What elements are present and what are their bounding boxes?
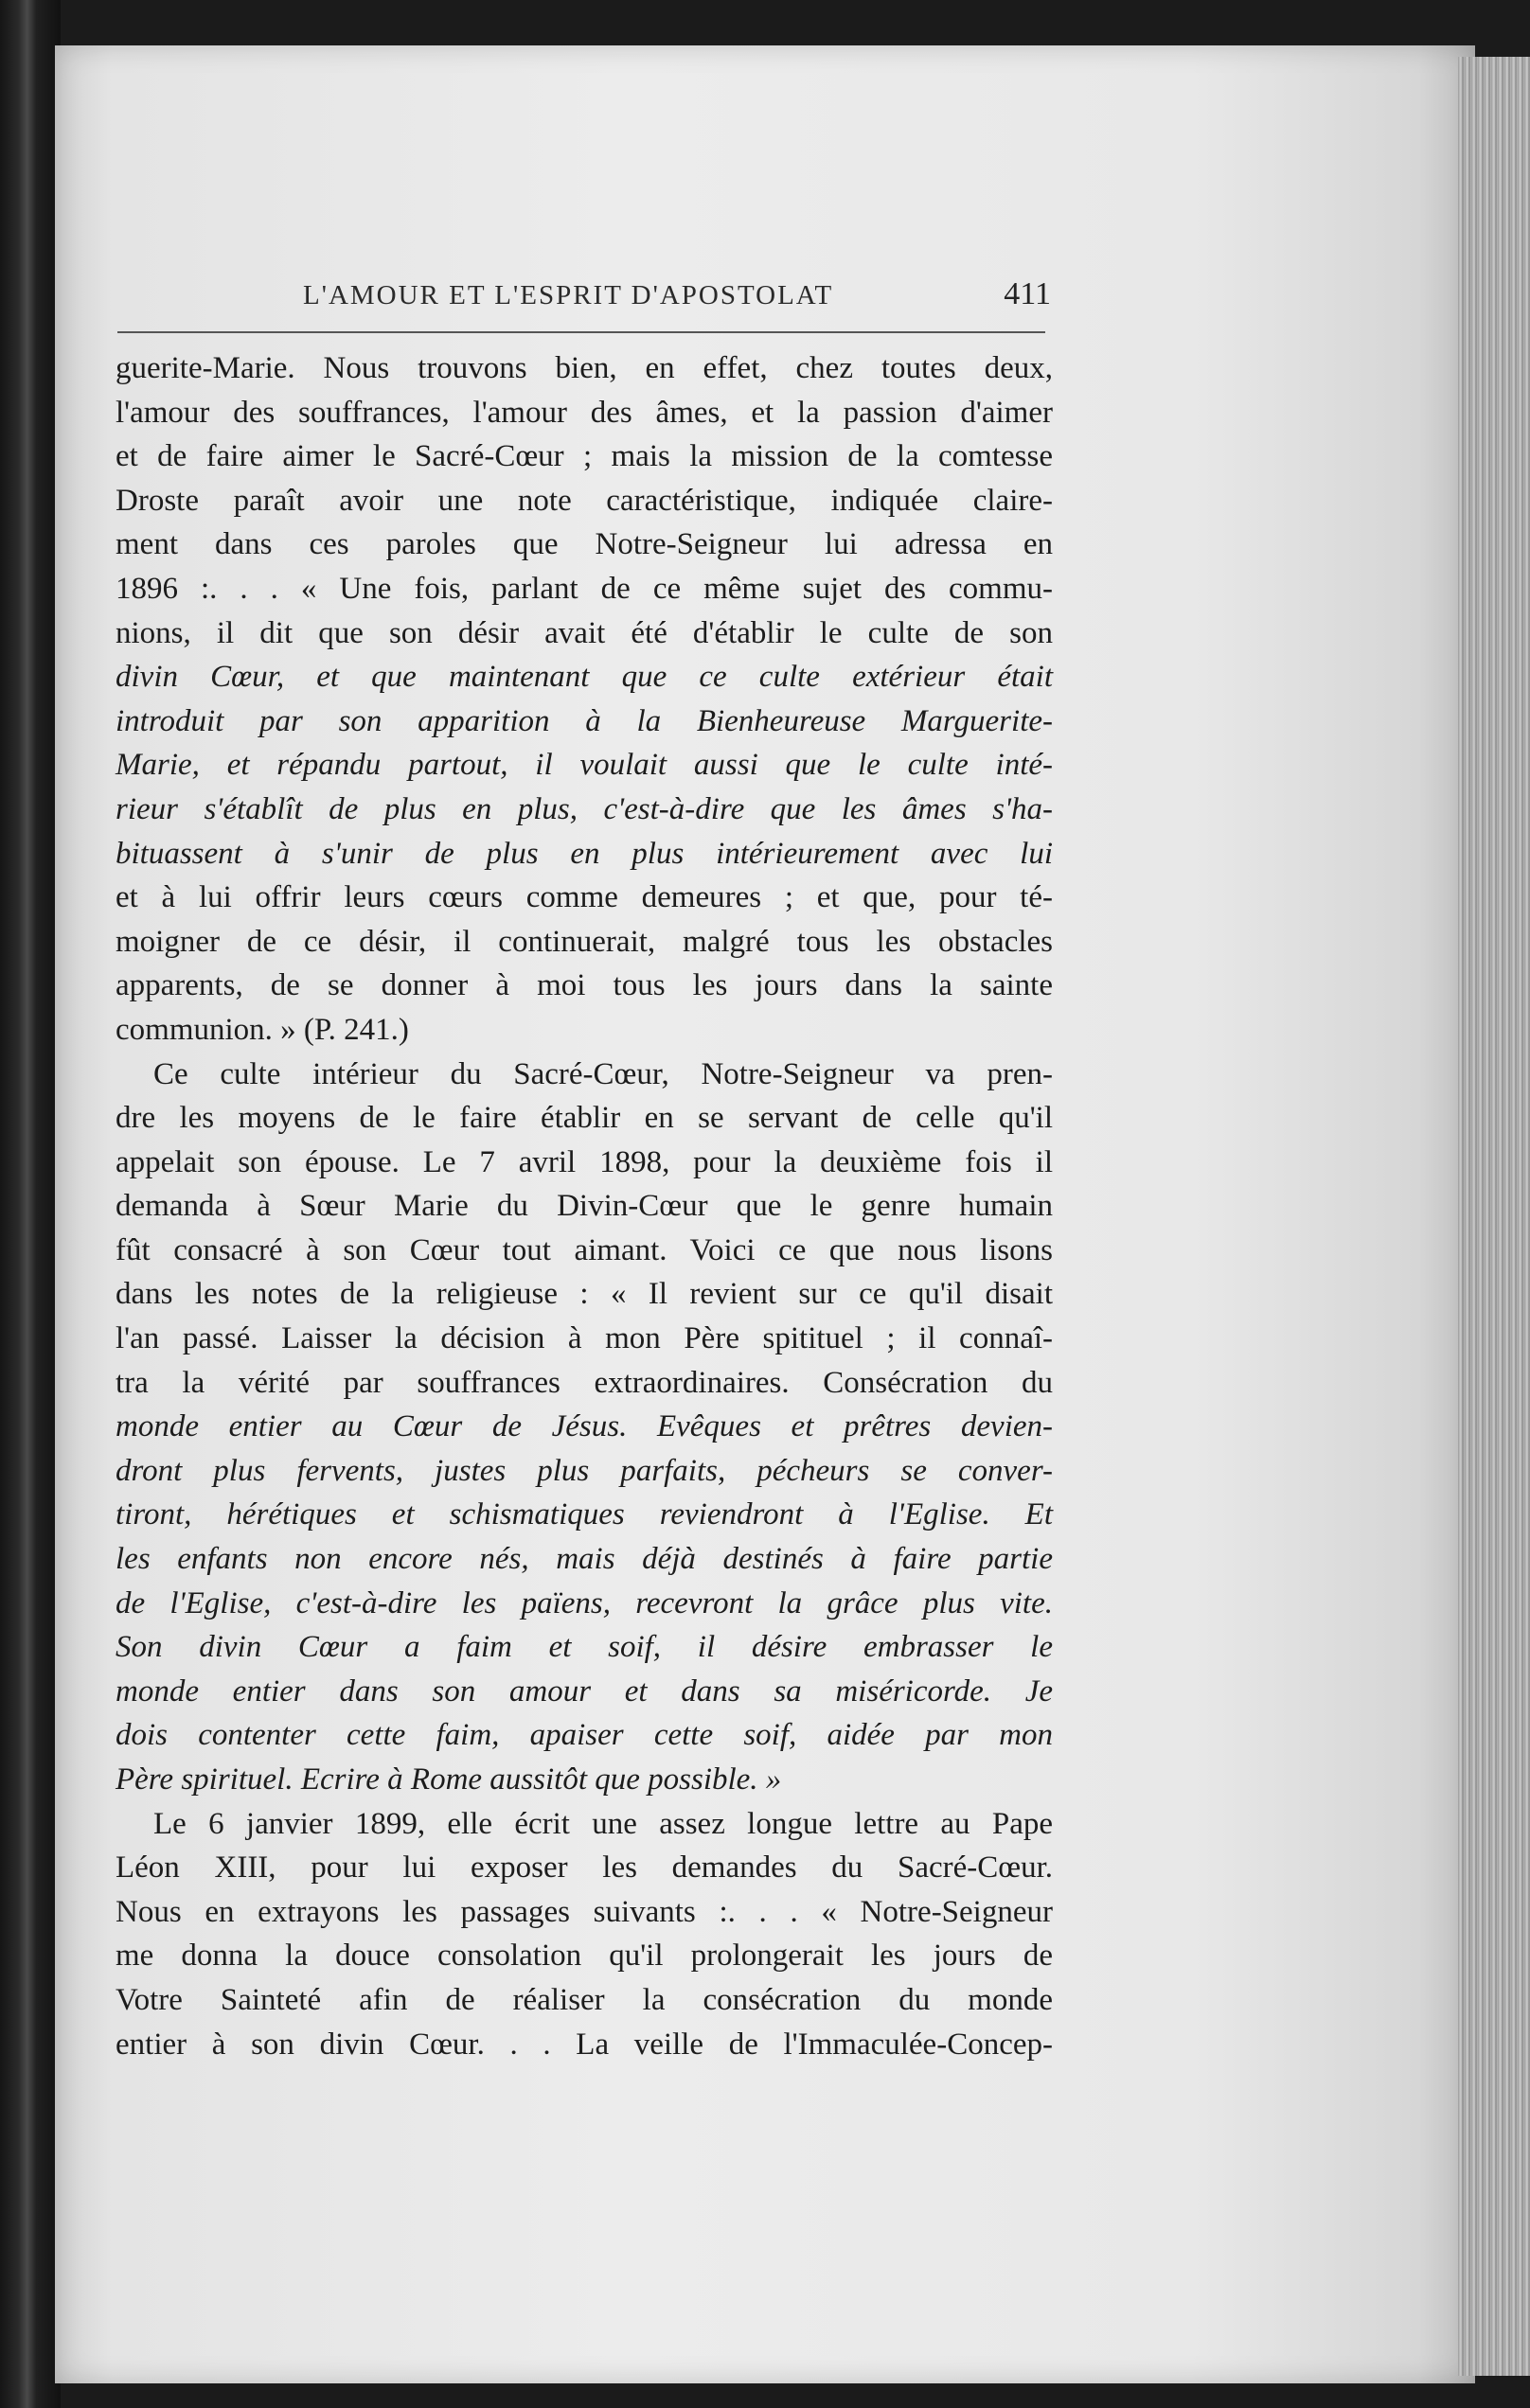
text-line: [116, 346, 1053, 391]
text-line-content: apparents, de se donner à moi tous les jours dans la sainte: [116, 968, 1053, 1003]
text-line: [116, 1317, 1053, 1361]
text-line-content: appelait son épouse. Le 7 avril 1898, pour la deuxième fois il: [116, 1144, 1053, 1179]
text-line-content: moigner de ce désir, il continuerait, malgré tous les obstacles: [116, 924, 1053, 959]
text-line: [116, 1361, 1053, 1406]
text-line: [116, 1184, 1053, 1229]
text-line-content: Ce culte intérieur du Sacré-Cœur, Notre-Seigneur va pren-: [153, 1056, 1053, 1091]
text-line: [116, 1890, 1053, 1935]
text-line-content: Nous en extrayons les passages suivants :. . . « Notre-Seigneur: [116, 1894, 1053, 1929]
text-line-content: demanda à Sœur Marie du Divin-Cœur que le genre humain: [116, 1189, 1053, 1224]
text-line-content: bituassent à s'unir de plus en plus intérieurement avec lui: [116, 836, 1053, 871]
text-line-content: entier à son divin Cœur. . . La veille de l'Immaculée-Concep-: [116, 2027, 1053, 2062]
text-line: [116, 1978, 1053, 2023]
header-rule: [117, 331, 1045, 333]
text-line-content: monde entier dans son amour et dans sa miséricorde. Je: [116, 1673, 1053, 1709]
text-line-content: tiront, hérétiques et schismatiques reviendront à l'Eglise. Et: [116, 1497, 1053, 1532]
text-line-content: monde entier au Cœur de Jésus. Evêques et prêtres devien-: [116, 1409, 1053, 1444]
text-line: [116, 567, 1053, 611]
binding-edge: [0, 0, 61, 2408]
text-line: [116, 1272, 1053, 1317]
text-line: [116, 655, 1053, 699]
text-line-content: rieur s'établît de plus en plus, c'est-à-dire que les âmes s'ha-: [116, 791, 1053, 826]
text-line-content: Votre Sainteté afin de réaliser la consécration du monde: [116, 1982, 1053, 2017]
text-line: [116, 832, 1053, 876]
text-line: [116, 1802, 1053, 1847]
text-line: [116, 1625, 1053, 1670]
text-line: [116, 788, 1053, 832]
text-line-content: dans les notes de la religieuse : « Il revient sur ce qu'il disait: [116, 1277, 1053, 1312]
page-stack-edge: [1458, 57, 1530, 2376]
text-line-content: divin Cœur, et que maintenant que ce culte extérieur était: [116, 660, 1053, 695]
text-line-content: Marie, et répandu partout, il voulait aussi que le culte inté-: [116, 748, 1053, 783]
text-line: [116, 522, 1053, 567]
text-line-content: l'amour des souffrances, l'amour des âmes, et la passion d'aimer: [116, 395, 1053, 430]
text-line: [116, 1537, 1053, 1582]
text-line-content: Le 6 janvier 1899, elle écrit une assez longue lettre au Pape: [153, 1806, 1053, 1841]
text-line: [116, 876, 1053, 920]
running-head: L'AMOUR ET L'ESPRIT D'APOSTOLAT: [303, 280, 834, 310]
text-line: [116, 391, 1053, 435]
text-line-content: les enfants non encore nés, mais déjà destinés à faire partie: [116, 1542, 1053, 1577]
text-line-content: l'an passé. Laisser la décision à mon Père spitituel ; il connaî-: [116, 1321, 1053, 1356]
text-line-content: Père spirituel. Ecrire à Rome aussitôt que possible. »: [116, 1762, 782, 1797]
text-line-content: me donna la douce consolation qu'il prolongerait les jours de: [116, 1939, 1053, 1974]
text-line-content: communion. » (P. 241.): [116, 1012, 409, 1047]
text-line: [116, 1582, 1053, 1626]
text-line-content: dois contenter cette faim, apaiser cette soif, aidée par mon: [116, 1718, 1053, 1753]
text-line: [116, 1096, 1053, 1141]
text-line: [116, 1934, 1053, 1978]
text-line: [116, 1846, 1053, 1890]
text-line: [116, 1405, 1053, 1449]
text-line-content: de l'Eglise, c'est-à-dire les païens, recevront la grâce plus vite.: [116, 1585, 1053, 1620]
body-text: [116, 346, 1053, 2066]
text-line-content: et à lui offrir leurs cœurs comme demeures ; et que, pour té-: [116, 880, 1053, 915]
text-line-content: Léon XIII, pour lui exposer les demandes du Sacré-Cœur.: [116, 1850, 1053, 1886]
text-line-content: nions, il dit que son désir avait été d'établir le culte de son: [116, 615, 1053, 650]
text-line-content: introduit par son apparition à la Bienheureuse Marguerite-: [116, 703, 1053, 738]
text-line-content: tra la vérité par souffrances extraordinaires. Consécration du: [116, 1365, 1053, 1400]
text-line: [116, 479, 1053, 523]
text-line-content: fût consacré à son Cœur tout aimant. Voici ce que nous lisons: [116, 1232, 1053, 1267]
text-line-content: dront plus fervents, justes plus parfaits, pécheurs se conver-: [116, 1453, 1053, 1488]
text-line: [116, 964, 1053, 1008]
text-line-content: Droste paraît avoir une note caractéristique, indiquée claire-: [116, 483, 1053, 518]
text-line: [116, 1493, 1053, 1537]
text-line: [116, 1758, 1053, 1802]
text-line: [116, 1053, 1053, 1097]
text-line-content: et de faire aimer le Sacré-Cœur ; mais la mission de la comtesse: [116, 439, 1053, 474]
text-line-content: guerite-Marie. Nous trouvons bien, en effet, chez toutes deux,: [116, 351, 1053, 385]
text-line: [116, 1713, 1053, 1758]
page-number: 411: [1004, 276, 1051, 311]
text-line: [116, 1449, 1053, 1494]
text-line: [116, 743, 1053, 788]
text-line: [116, 1670, 1053, 1714]
text-line: [116, 699, 1053, 744]
text-line-content: ment dans ces paroles que Notre-Seigneur lui adressa en: [116, 527, 1053, 562]
page-header: [303, 276, 1051, 324]
text-line: [116, 434, 1053, 479]
text-line-content: dre les moyens de le faire établir en se servant de celle qu'il: [116, 1101, 1053, 1136]
text-line-content: Son divin Cœur a faim et soif, il désire embrasser le: [116, 1630, 1053, 1665]
text-line: [116, 920, 1053, 965]
text-line: [116, 1008, 1053, 1053]
text-line-content: 1896 :. . . « Une fois, parlant de ce même sujet des commu-: [116, 571, 1053, 606]
text-line: [116, 1141, 1053, 1185]
text-line: [116, 1229, 1053, 1273]
text-line: [116, 2023, 1053, 2067]
text-line: [116, 611, 1053, 656]
